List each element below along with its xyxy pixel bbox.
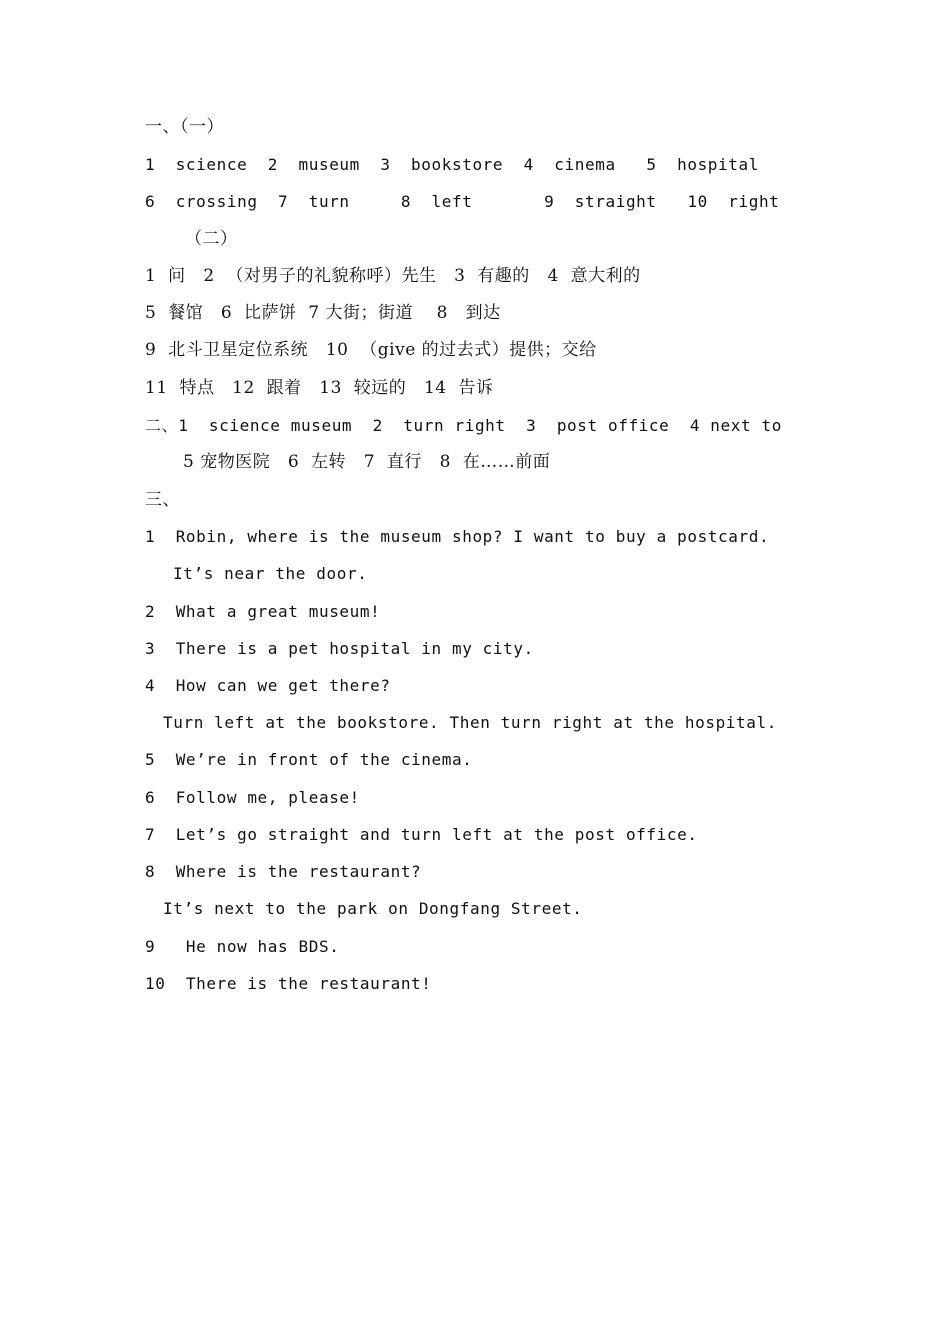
section-1-part-b-line-2: 5 餐馆 6 比萨饼 7 大街；街道 8 到达	[145, 303, 501, 323]
section-3-item: 4 How can we get there?	[145, 676, 391, 695]
section-1-part-a-line-2: 6 crossing 7 turn 8 left 9 straight 10 right	[145, 192, 780, 211]
section-2-line-2: 5 宠物医院 6 左转 7 直行 8 在……前面	[183, 452, 551, 472]
section-2-line-1: 二、1 science museum 2 turn right 3 post office 4 next to	[145, 416, 782, 435]
section-3-item: 1 Robin, where is the museum shop? I want to buy a postcard.	[145, 527, 770, 546]
section-1-part-b-line-1: 1 问 2 （对男子的礼貌称呼）先生 3 有趣的 4 意大利的	[145, 266, 641, 286]
section-3-item: 6 Follow me, please!	[145, 788, 360, 807]
section-3-item-answer: It’s next to the park on Dongfang Street.	[163, 899, 583, 918]
section-3-item: 2 What a great museum!	[145, 602, 381, 621]
section-1-part-a-line-1: 1 science 2 museum 3 bookstore 4 cinema 5 hospital	[145, 155, 759, 174]
section-3-item-answer: It’s near the door.	[173, 564, 368, 583]
section-3-item: 5 We’re in front of the cinema.	[145, 750, 473, 769]
section-1-part-b-line-3: 9 北斗卫星定位系统 10 （give 的过去式）提供；交给	[145, 340, 597, 360]
section-3-item: 8 Where is the restaurant?	[145, 862, 422, 881]
section-3-item: 7 Let’s go straight and turn left at the post office.	[145, 825, 698, 844]
section-3-item: 9 He now has BDS.	[145, 937, 340, 956]
section-3-item: 10 There is the restaurant!	[145, 974, 432, 993]
section-1-header: 一、（一）	[145, 117, 224, 137]
section-1-part-b-header: （二）	[185, 229, 238, 249]
section-3-item-answer: Turn left at the bookstore. Then turn right at the hospital.	[163, 713, 777, 732]
section-3-item: 3 There is a pet hospital in my city.	[145, 639, 534, 658]
section-1-part-b-line-4: 11 特点 12 跟着 13 较远的 14 告诉	[145, 378, 494, 398]
section-3-header: 三、	[145, 490, 180, 510]
